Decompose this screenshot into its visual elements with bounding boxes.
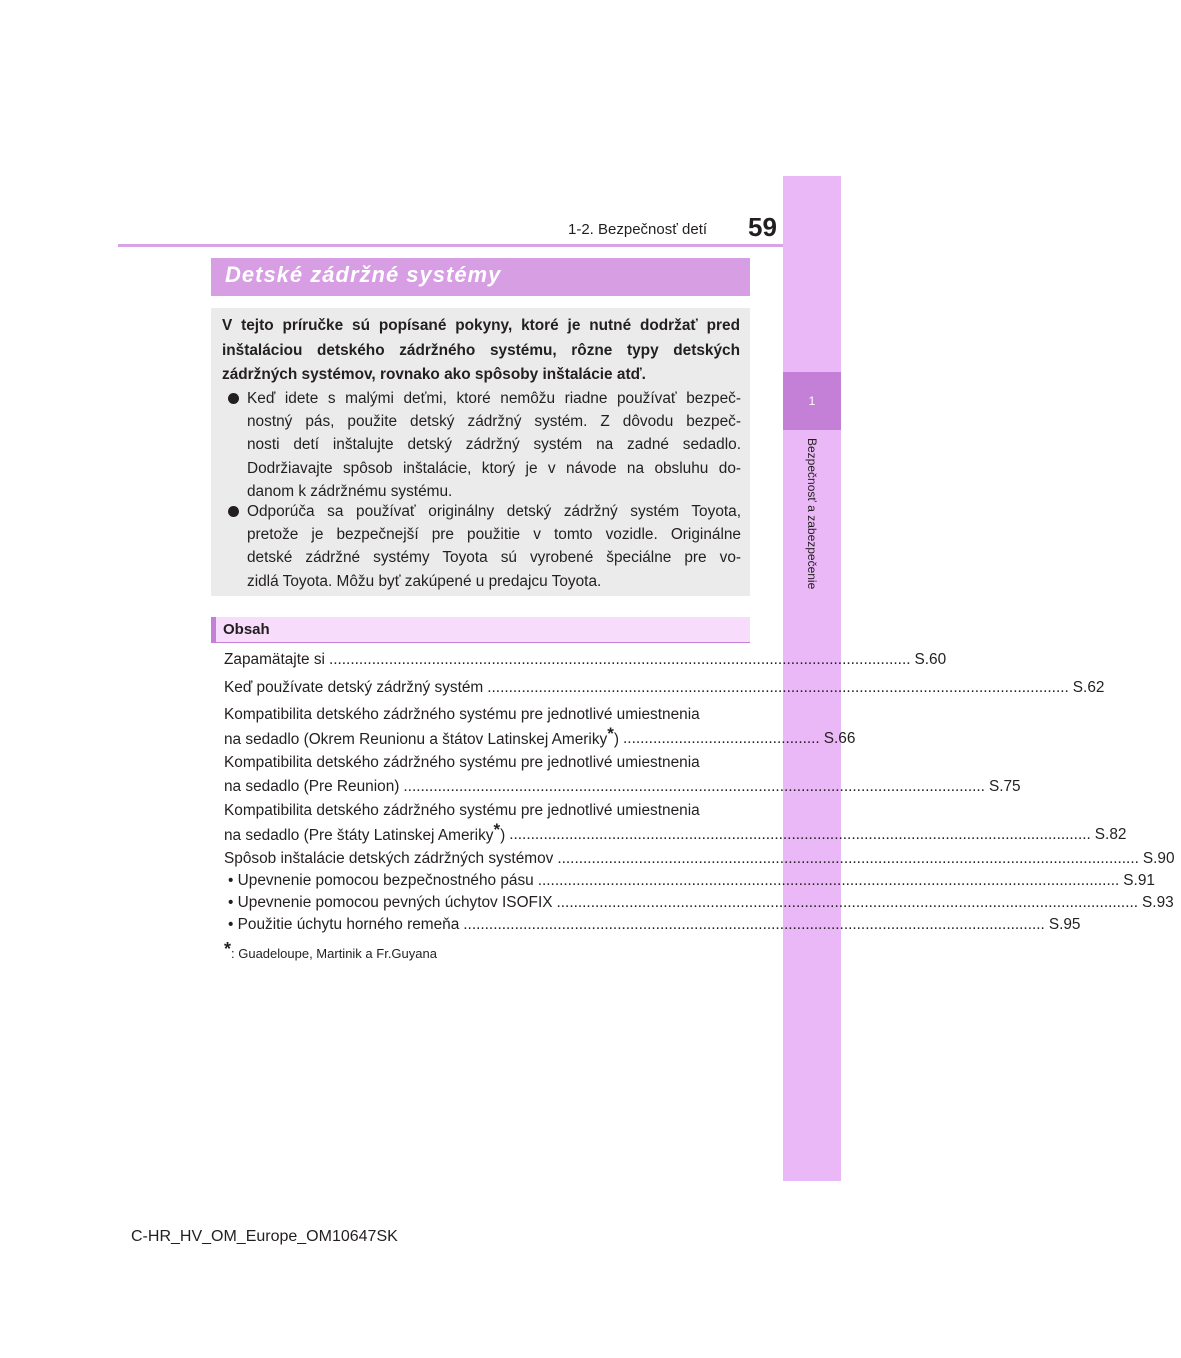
toc-subentry[interactable]: • Použitie úchytu horného remeňa ........................................................................................................................................ S.95 bbox=[224, 913, 724, 937]
toc-page: S.60 bbox=[914, 651, 947, 668]
toc-text: • Upevnenie pomocou pevných úchytov ISOFIX bbox=[228, 894, 553, 911]
toc-entry[interactable]: Zapamätajte si ........................................................................................................................................ S.60 bbox=[224, 648, 724, 672]
section-label: 1-2. Bezpečnosť detí bbox=[568, 221, 708, 238]
toc-entry[interactable]: Keď používate detský zádržný systém ........................................................................................................................................ S.62 bbox=[224, 676, 724, 700]
toc-entry[interactable]: Kompatibilita detského zádržného systému pre jednotlivé umiestnenia na sedadlo (Pre Reunion) ........................................................................................................................................ S.75 bbox=[224, 751, 754, 798]
toc-entry[interactable]: Kompatibilita detského zádržného systému pre jednotlivé umiestnenia na sedadlo (Pre štáty Latinskej Ameriky*) ........................................................................................................................................ S.82 bbox=[224, 799, 754, 847]
chapter-number: 1 bbox=[808, 394, 816, 408]
toc-text: • Použitie úchytu horného remeňa bbox=[228, 916, 460, 933]
bullet-line: Dodržiavajte spôsob inštalácie, ktorý je v návode na obsluhu do- bbox=[247, 459, 741, 477]
toc-subentry[interactable]: • Upevnenie pomocou pevných úchytov ISOFIX ........................................................................................................................................ S.93 bbox=[224, 891, 724, 915]
toc-text: ) bbox=[613, 730, 620, 748]
contents-label: Obsah bbox=[223, 621, 270, 638]
toc-text: Spôsob inštalácie detských zádržných systémov bbox=[224, 850, 554, 867]
asterisk-mark: * bbox=[493, 819, 501, 839]
toc-page: S.66 bbox=[823, 729, 856, 747]
toc-text: na sedadlo (Pre štáty Latinskej Ameriky bbox=[224, 826, 494, 844]
toc-text: Kompatibilita detského zádržného systému pre jednotlivé umiestnenia bbox=[224, 754, 700, 771]
toc-text: Zapamätajte si bbox=[224, 651, 325, 668]
toc-page: S.93 bbox=[1142, 894, 1174, 911]
intro-bullet bbox=[228, 387, 741, 505]
intro-line: V tejto príručke sú popísané pokyny, ktoré je nutné dodržať pred bbox=[222, 317, 740, 334]
intro-line: inštaláciou detského zádržného systému, rôzne typy detských bbox=[222, 341, 740, 359]
toc-text: Kompatibilita detského zádržného systému pre jednotlivé umiestnenia bbox=[224, 802, 700, 819]
contents-accent bbox=[211, 617, 216, 642]
toc-text: na sedadlo (Pre Reunion) bbox=[224, 777, 400, 795]
contents-rule bbox=[211, 642, 750, 643]
toc-entry[interactable]: Kompatibilita detského zádržného systému pre jednotlivé umiestnenia na sedadlo (Okrem Reunionu a štátov Latinskej Ameriky*) .............................................. S.66 bbox=[224, 703, 754, 751]
asterisk-mark: * bbox=[224, 939, 232, 959]
document-code: C-HR_HV_OM_Europe_OM10647SK bbox=[131, 1228, 398, 1245]
toc-page: S.95 bbox=[1048, 916, 1081, 933]
toc-page: S.90 bbox=[1142, 850, 1175, 867]
intro-line: zádržných systémov, rovnako ako spôsoby inštalácie atď. bbox=[222, 366, 646, 383]
toc-text: ) bbox=[500, 826, 506, 844]
contents-header bbox=[211, 617, 750, 642]
toc-subentry[interactable]: • Upevnenie pomocou bezpečnostného pásu ........................................................................................................................................ S.91 bbox=[224, 869, 724, 893]
toc-text: Keď používate detský zádržný systém bbox=[224, 679, 484, 696]
toc-text: na sedadlo (Okrem Reunionu a štátov Latinskej Ameriky bbox=[224, 730, 608, 748]
toc-entry[interactable]: Spôsob inštalácie detských zádržných systémov ........................................................................................................................................ S.90 bbox=[224, 847, 724, 871]
bullet-dot-icon bbox=[228, 393, 239, 404]
toc-text: • Upevnenie pomocou bezpečnostného pásu bbox=[228, 872, 534, 889]
bullet-line: Keď idete s malými deťmi, ktoré nemôžu riadne používať bezpeč- bbox=[247, 390, 741, 407]
intro-bullet bbox=[228, 500, 741, 595]
toc-page: S.91 bbox=[1123, 872, 1155, 889]
bullet-dot-icon bbox=[228, 506, 239, 517]
bullet-line: nosti detí inštalujte detský zádržný systém na zadné sedadlo. bbox=[247, 436, 741, 454]
bullet-line: zidlá Toyota. Môžu byť zakúpené u predajcu Toyota. bbox=[247, 572, 602, 590]
bullet-line: Odporúča sa používať originálny detský zádržný systém Toyota, bbox=[247, 503, 741, 520]
header-rule bbox=[118, 244, 783, 247]
toc-page: S.82 bbox=[1094, 825, 1127, 843]
bullet-line: nostný pás, použite detský zádržný systém. Z dôvodu bezpeč- bbox=[247, 413, 741, 431]
page-number: 59 bbox=[748, 212, 777, 242]
footnote bbox=[224, 939, 437, 963]
bullet-line: pretože je bezpečnejší pre použitie v tomto vozidle. Originálne bbox=[247, 526, 741, 544]
asterisk-mark: * bbox=[607, 723, 614, 743]
bullet-line: detské zádržné systémy Toyota sú vyrobené špeciálne pre vo- bbox=[247, 549, 741, 567]
section-title-band bbox=[211, 258, 750, 296]
intro-text bbox=[222, 314, 740, 388]
bullet-line: danom k zádržnému systému. bbox=[247, 482, 453, 500]
toc-page: S.62 bbox=[1072, 679, 1105, 696]
toc-text: Kompatibilita detského zádržného systému pre jednotlivé umiestnenia bbox=[224, 706, 700, 723]
section-title: Detské zádržné systémy bbox=[225, 262, 502, 287]
toc-page: S.75 bbox=[988, 777, 1021, 795]
footnote-text: : Guadeloupe, Martinik a Fr.Guyana bbox=[231, 946, 437, 961]
chapter-title: Bezpečnosť a zabezpečenie bbox=[805, 438, 819, 590]
